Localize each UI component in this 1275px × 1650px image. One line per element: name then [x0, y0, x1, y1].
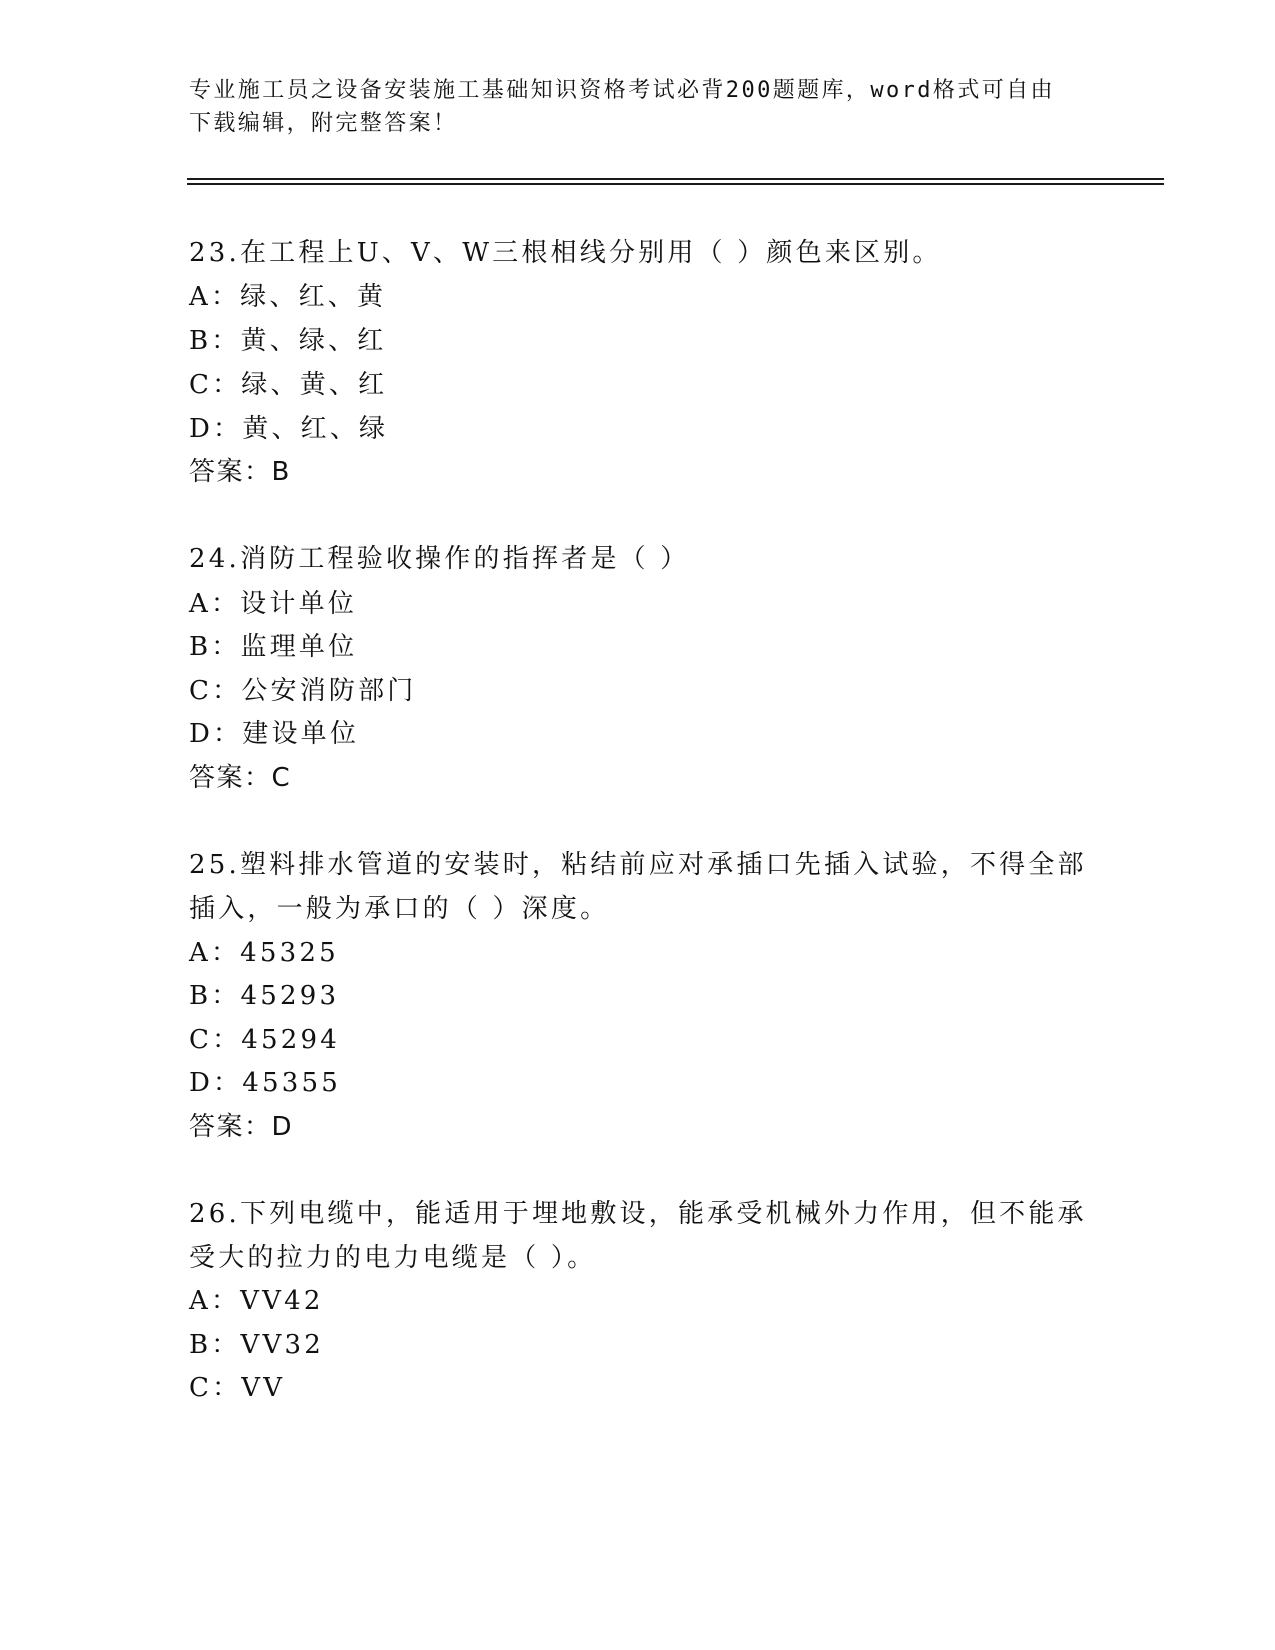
question-23-answer: 答案：B	[189, 457, 291, 487]
question-26-stem-line-1: 26.下列电缆中，能适用于埋地敷设，能承受机械外力作用，但不能承	[189, 1199, 1087, 1229]
document-header	[189, 74, 1079, 140]
question-23-stem: 23.在工程上U、V、W三根相线分别用（ ）颜色来区别。	[189, 238, 942, 268]
header-line-2: 下载编辑，附完整答案！	[189, 111, 458, 136]
question-23-option-a: A：绿、红、黄	[189, 282, 387, 312]
question-25-option-b: B：45293	[189, 981, 340, 1011]
header-divider-top	[187, 178, 1164, 180]
question-23-option-c: C：绿、黄、红	[189, 370, 388, 400]
header-line-1: 专业施工员之设备安装施工基础知识资格考试必背200题题库，word格式可自由	[189, 78, 1055, 103]
question-25-stem-line-1: 25.塑料排水管道的安装时，粘结前应对承插口先插入试验，不得全部	[189, 850, 1087, 880]
question-24-option-a: A：设计单位	[189, 589, 357, 619]
question-25-stem-line-2: 插入，一般为承口的（ ）深度。	[189, 894, 610, 924]
question-26-option-c: C：VV	[189, 1373, 286, 1403]
question-25-answer: 答案：D	[189, 1112, 294, 1142]
question-23-option-d: D：黄、红、绿	[189, 414, 389, 444]
question-24-stem: 24.消防工程验收操作的指挥者是（ ）	[189, 544, 690, 574]
question-26-option-b: B：VV32	[189, 1330, 324, 1360]
question-24-option-d: D：建设单位	[189, 719, 360, 749]
question-24-option-c: C：公安消防部门	[189, 676, 417, 706]
question-25-option-d: D：45355	[189, 1068, 341, 1098]
question-23-option-b: B：黄、绿、红	[189, 326, 387, 356]
question-26-stem-line-2: 受大的拉力的电力电缆是（ ）。	[189, 1243, 597, 1273]
question-26-option-a: A：VV42	[189, 1286, 324, 1316]
question-24-option-b: B：监理单位	[189, 632, 358, 662]
question-25-option-c: C：45294	[189, 1025, 341, 1055]
question-25-option-a: A：45325	[189, 938, 339, 968]
header-divider-bottom	[187, 183, 1164, 185]
question-24-answer: 答案：C	[189, 763, 292, 793]
